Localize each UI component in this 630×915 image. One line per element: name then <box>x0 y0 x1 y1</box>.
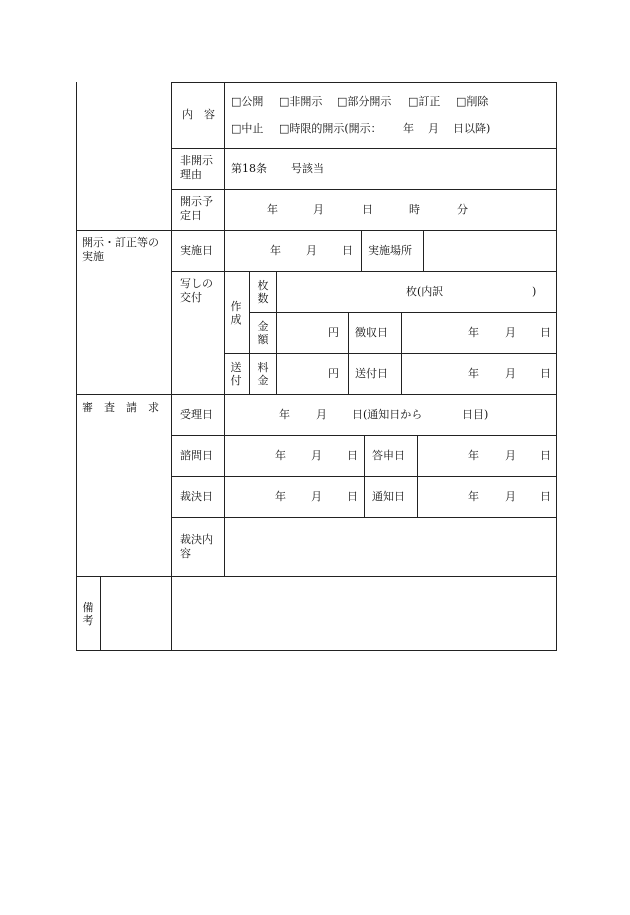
send-label: 送付 <box>230 361 242 387</box>
sheets-label: 枚数 <box>257 279 269 305</box>
rule <box>76 394 557 395</box>
notice-date-label: 通知日 <box>372 490 405 503</box>
implementation-date-label: 実施日 <box>180 244 213 257</box>
rule <box>364 435 365 517</box>
rule <box>100 576 101 651</box>
rule <box>224 230 225 271</box>
notice-year-unit: 年 <box>468 490 479 503</box>
timed-month-unit: 月 <box>428 122 439 135</box>
rule <box>76 82 77 651</box>
receipt-date-label: 受理日 <box>180 408 213 421</box>
copy-delivery-label: 写しの <box>180 277 213 290</box>
rule <box>417 435 418 517</box>
fee-yen-unit: 円 <box>328 367 339 380</box>
rule <box>171 517 557 518</box>
scheduled-date-label: 開示予 <box>180 195 213 208</box>
disclosure-record-form <box>76 82 557 651</box>
impl-year-unit: 年 <box>270 244 281 257</box>
checkbox-nondisclosure[interactable]: □非開示 <box>279 95 323 108</box>
checkbox-timed-disclosure[interactable]: □時限的開示(開示： <box>279 122 382 135</box>
review-request-label: 審 査 請 求 <box>82 401 159 414</box>
report-year-unit: 年 <box>468 449 479 462</box>
rule <box>556 82 557 651</box>
receipt-year-unit: 年 <box>279 408 290 421</box>
amount-yen-unit: 円 <box>328 326 339 339</box>
report-day-unit: 日 <box>540 449 551 462</box>
schedule-year-unit: 年 <box>267 203 278 216</box>
decision-day-unit: 日 <box>347 490 358 503</box>
rule <box>361 230 362 271</box>
send-date-label: 送付日 <box>355 367 388 380</box>
article-number: 第18条 <box>231 162 267 175</box>
inquiry-day-unit: 日 <box>347 449 358 462</box>
impl-day-unit: 日 <box>342 244 353 257</box>
rule <box>401 312 402 394</box>
receipt-days-count-unit: 日目) <box>462 408 489 421</box>
collect-day-unit: 日 <box>540 326 551 339</box>
sheets-close-paren: ) <box>532 285 537 298</box>
decision-content-label: 容 <box>180 547 191 560</box>
rule <box>423 230 424 271</box>
fee-label: 料金 <box>257 361 269 387</box>
inquiry-month-unit: 月 <box>311 449 322 462</box>
scheduled-date-label: 定日 <box>180 209 202 222</box>
content-label: 内 容 <box>182 108 215 121</box>
collect-year-unit: 年 <box>468 326 479 339</box>
remarks-label: 備考 <box>82 601 94 627</box>
copy-delivery-label: 交付 <box>180 291 202 304</box>
schedule-minute-unit: 分 <box>457 203 468 216</box>
rule <box>171 189 557 190</box>
collect-month-unit: 月 <box>505 326 516 339</box>
notice-month-unit: 月 <box>505 490 516 503</box>
rule <box>76 576 557 577</box>
checkbox-partial-disclosure[interactable]: □部分開示 <box>337 95 392 108</box>
timed-day-unit: 日以降) <box>453 122 491 135</box>
checkbox-correction[interactable]: □訂正 <box>408 95 441 108</box>
timed-year-unit: 年 <box>403 122 414 135</box>
checkbox-suspension[interactable]: □中止 <box>231 122 264 135</box>
implementation-place-label: 実施場所 <box>368 244 412 257</box>
decision-content-label: 裁決内 <box>180 533 213 546</box>
checkbox-deletion[interactable]: □削除 <box>456 95 489 108</box>
rule <box>348 312 349 394</box>
report-month-unit: 月 <box>505 449 516 462</box>
creation-label: 作成 <box>230 300 242 326</box>
send-day-unit: 日 <box>540 367 551 380</box>
rule <box>171 82 557 83</box>
schedule-day-unit: 日 <box>362 203 373 216</box>
rule <box>171 148 557 149</box>
nondisclosure-reason-label: 理由 <box>180 168 202 181</box>
collection-date-label: 徴収日 <box>355 326 388 339</box>
rule <box>276 271 277 394</box>
rule <box>249 271 250 394</box>
sheets-unit: 枚(内訳 <box>406 285 444 298</box>
receipt-day-unit: 日(通知日から <box>352 408 423 421</box>
schedule-hour-unit: 時 <box>409 203 420 216</box>
rule <box>224 394 225 576</box>
send-month-unit: 月 <box>505 367 516 380</box>
send-year-unit: 年 <box>468 367 479 380</box>
rule <box>76 230 557 231</box>
rule <box>224 353 557 354</box>
impl-month-unit: 月 <box>306 244 317 257</box>
rule <box>171 271 557 272</box>
rule <box>224 82 225 230</box>
implementation-section-label: 実施 <box>82 250 104 263</box>
rule <box>171 82 172 651</box>
rule <box>249 312 557 313</box>
rule <box>224 271 225 394</box>
checkbox-public[interactable]: □公開 <box>231 95 264 108</box>
notice-day-unit: 日 <box>540 490 551 503</box>
schedule-month-unit: 月 <box>313 203 324 216</box>
article-suffix: 号該当 <box>291 162 324 175</box>
inquiry-year-unit: 年 <box>275 449 286 462</box>
decision-year-unit: 年 <box>275 490 286 503</box>
decision-month-unit: 月 <box>311 490 322 503</box>
rule <box>76 650 557 651</box>
receipt-month-unit: 月 <box>316 408 327 421</box>
nondisclosure-reason-label: 非開示 <box>180 154 213 167</box>
decision-date-label: 裁決日 <box>180 490 213 503</box>
inquiry-date-label: 諮問日 <box>180 449 213 462</box>
implementation-section-label: 開示・訂正等の <box>82 236 159 249</box>
report-date-label: 答申日 <box>372 449 405 462</box>
amount-label: 金額 <box>257 320 269 346</box>
